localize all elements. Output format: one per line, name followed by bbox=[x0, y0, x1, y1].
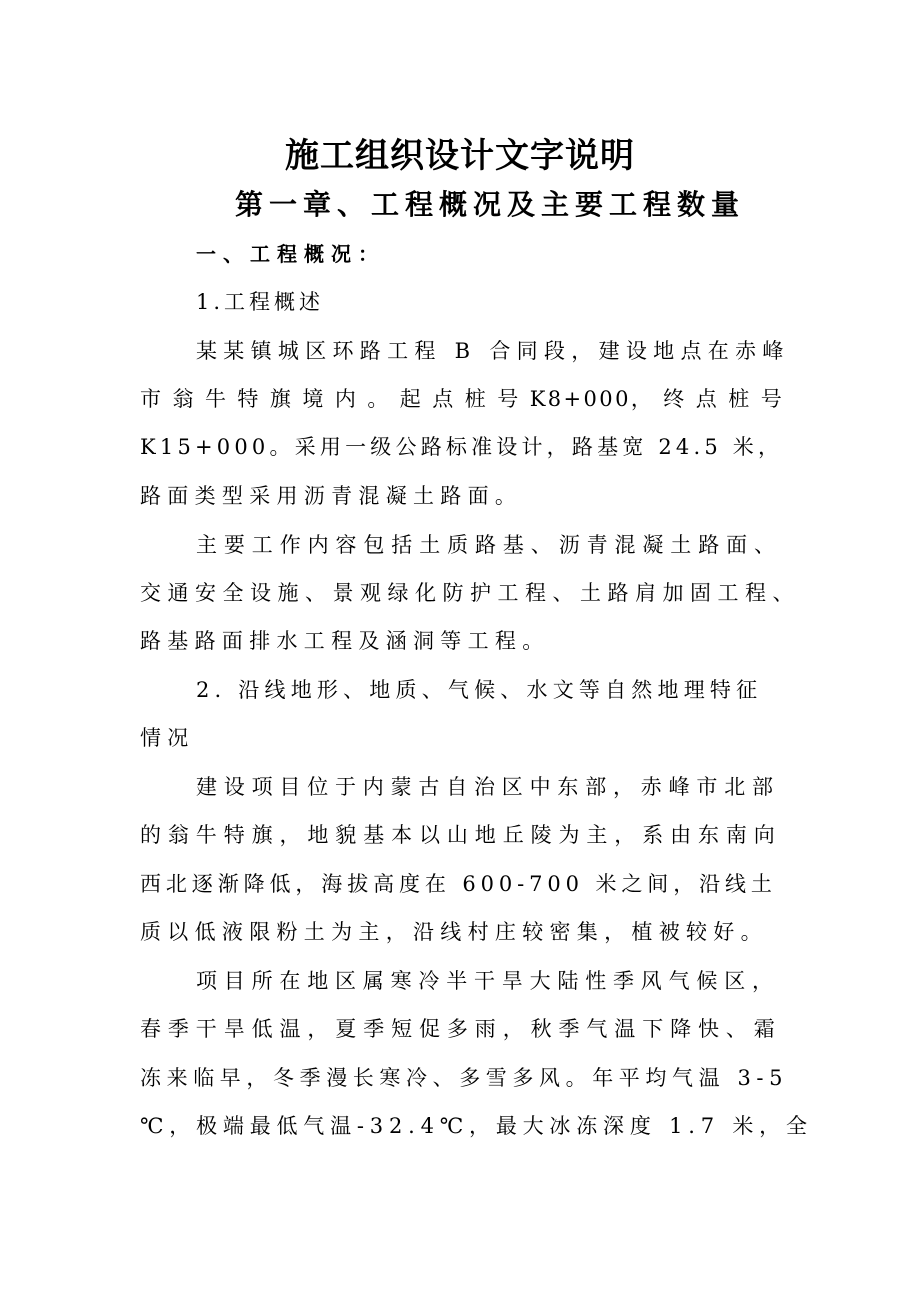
paragraph-line: 项目所在地区属寒冷半干旱大陆性季风气候区， bbox=[196, 969, 780, 993]
paragraph-line: 某某镇城区环路工程 B 合同段，建设地点在赤峰 bbox=[196, 339, 790, 363]
subsection-heading-1: 1.工程概述 bbox=[196, 290, 325, 314]
paragraph-line: 主要工作内容包括土质路基、沥青混凝土路面、 bbox=[196, 533, 782, 557]
subsection-heading-2: 2. 沿线地形、地质、气候、水文等自然地理特征 bbox=[196, 678, 763, 702]
paragraph-line: 冻来临早，冬季漫长寒冷、多雪多风。年平均气温 3-5 bbox=[140, 1066, 789, 1090]
paragraph-line: 春季干旱低温，夏季短促多雨，秋季气温下降快、霜 bbox=[140, 1017, 782, 1041]
paragraph-line: ℃，极端最低气温-32.4℃，最大冰冻深度 1.7 米，全 bbox=[140, 1114, 813, 1138]
paragraph-line: 路基路面排水工程及涵洞等工程。 bbox=[140, 629, 550, 653]
paragraph-line: 交通安全设施、景观绿化防护工程、土路肩加固工程、 bbox=[140, 581, 800, 605]
paragraph-line: 西北逐渐降低，海拔高度在 600-700 米之间，沿线土 bbox=[140, 872, 777, 896]
paragraph-line: 的翁牛特旗，地貌基本以山地丘陵为主，系由东南向 bbox=[140, 823, 782, 847]
paragraph-line: 市 翁 牛 特 旗 境 内 。 起 点 桩 号 K8+000， 终 点 桩 号 bbox=[140, 387, 785, 411]
paragraph-line: 建设项目位于内蒙古自治区中东部，赤峰市北部 bbox=[196, 775, 780, 799]
chapter-heading: 第一章、工程概况及主要工程数量 bbox=[234, 188, 745, 221]
section-heading: 一、工程概况： bbox=[196, 242, 385, 266]
paragraph-line: K15+000。采用一级公路标准设计，路基宽 24.5 米， bbox=[140, 435, 784, 459]
paragraph-line: 质以低液限粉土为主，沿线村庄较密集，植被较好。 bbox=[140, 920, 768, 944]
document-title: 施工组织设计文字说明 bbox=[285, 136, 635, 176]
paragraph-line: 情况 bbox=[140, 726, 195, 750]
paragraph-line: 路面类型采用沥青混凝土路面。 bbox=[140, 484, 523, 508]
